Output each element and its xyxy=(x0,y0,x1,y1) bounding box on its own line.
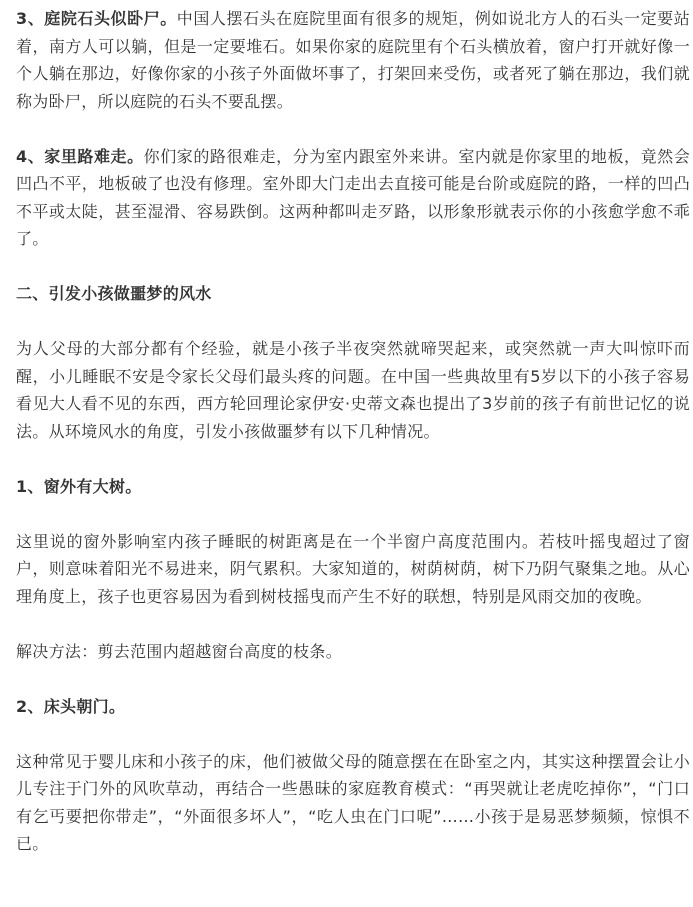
subsection-1-solution: 解决方法：剪去范围内超越窗台高度的枝条。 xyxy=(16,641,343,661)
item-3-lead: 3、庭院石头似卧尸。 xyxy=(16,9,177,28)
subsection-1-title-para xyxy=(16,473,690,501)
paragraph-item-3 xyxy=(16,5,690,115)
subsection-2-text: 这种常见于婴儿床和小孩子的床，他们被做父母的随意摆在在卧室之内，其实这种摆置会让小儿专注于门外的风吹草动，再结合一些愚昧的家庭教育模式：“再哭就让老虎吃掉你”，“门口有乞丐要把你带走”，“外面很多坏人”，“吃人虫在门口呢”……小孩于是易恶梦频频，惊惧不已。 xyxy=(16,751,690,853)
item-4-text: 你们家的路很难走，分为室内跟室外来讲。室内就是你家里的地板，竟然会凹凸不平，地板破了也没有修理。室外即大门走出去直接可能是台阶或庭院的路，一样的凹凸不平或太陡，甚至湿滑、容易跌倒。这两种都叫走歹路，以形象形就表示你的小孩愈学愈不乖了。 xyxy=(16,146,690,248)
subsection-2-title-para xyxy=(16,693,690,721)
item-3-text: 中国人摆石头在庭院里面有很多的规矩，例如说北方人的石头一定要站着，南方人可以躺，但是一定要堆石。如果你家的庭院里有个石头横放着，窗户打开就好像一个人躺在那边，好像你家的小孩子外面做坏事了，打架回来受伤，或者死了躺在那边，我们就称为卧尸，所以庭院的石头不要乱摆。 xyxy=(16,9,690,111)
paragraph-item-4 xyxy=(16,143,690,253)
section-2-heading: 二、引发小孩做噩梦的风水 xyxy=(16,284,212,303)
section-2-intro: 为人父母的大部分都有个经验，就是小孩子半夜突然就啼哭起来，或突然就一声大叫惊吓而醒，小儿睡眠不安是令家长父母们最头疼的问题。在中国一些典故里有5岁以下的小孩子容易看见大人看不见的东西，西方轮回理论家伊安·史蒂文森也提出了3岁前的孩子有前世记忆的说法。从环境风水的角度，引发小孩做噩梦有以下几种情况。 xyxy=(16,339,690,441)
item-4-lead: 4、家里路难走。 xyxy=(16,146,144,166)
section-2-heading-para xyxy=(16,280,690,308)
subsection-1-title: 1、窗外有大树。 xyxy=(16,476,142,496)
subsection-1-text: 这里说的窗外影响室内孩子睡眠的树距离是在一个半窗户高度范围内。若枝叶摇曳超过了窗户，则意味着阳光不易进来，阴气累积。大家知道的，树荫树荫，树下乃阴气聚集之地。从心理角度上，孩子也更容易因为看到树枝摇曳而产生不好的联想，特别是风雨交加的夜晚。 xyxy=(16,531,690,606)
subsection-2-title: 2、床头朝门。 xyxy=(16,696,126,716)
article-body xyxy=(16,0,690,858)
